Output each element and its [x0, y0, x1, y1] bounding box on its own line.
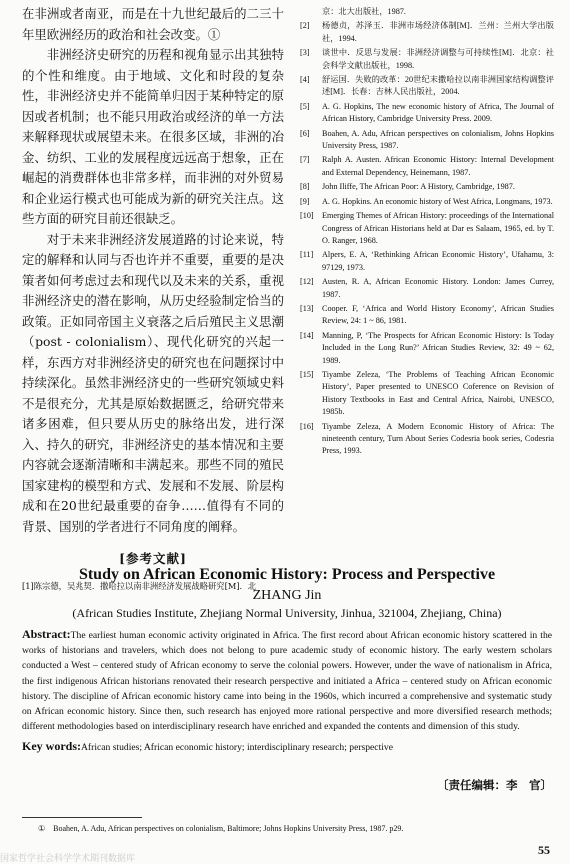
keywords-text: African studies; African economic history; interdisciplinary research; perspective [81, 742, 393, 754]
references-heading: [参考文献] [119, 551, 187, 566]
body-paragraph: 在非洲或者南亚，而是在十九世纪最后的二三十年里欧洲经历的政治和社会改变。① [22, 6, 284, 42]
english-keywords [22, 739, 552, 754]
keywords-label: Key words: [22, 739, 81, 754]
reference-item: [15] Tiyambe Zeleza, ‘The Problems of Teaching African Economic History’, Paper presented to UNESCO Coference on Revision of History Textbooks in East and Central Africa, Nairobi, UNESCO, 1985b. [300, 369, 554, 417]
reference-item: [11] Alpers, E. A, ‘Rethinking African Economic History’, Ufahamu, 3: 97129, 1973. [300, 250, 554, 272]
left-column [22, 4, 284, 592]
english-abstract-block [22, 566, 552, 754]
abstract-text: The earliest human economic activity originated in Africa. The first record about African economic history scattered in the works of historians and travelers, which does not belong to pure academic study of economic history. The early western scholars conducted a West – centered study of African economy to serve the colonial powers. However, under the wave of nationalism in Africa, the first indigenous African historians renovated their research perspective and initiated a Africa – centered study on African economic history. The discipline of African economic history came into being in the 1960s, which incurred a comprehensive and systematic study on African economic history. Since then, such research has enjoyed more rational perspective and more diversified research methods; different methodologies based on interdisciplinary research have enriched and expanded the contents and dimension of this study. [22, 630, 552, 733]
reference-item: [8] John Iliffe, The African Poor: A History, Cambridge, 1987. [300, 182, 515, 192]
english-title: Study on African Economic History: Process and Perspective [78, 566, 496, 583]
reference-item: [4] 舒运国．失败的改革：20世纪末撒哈拉以南非洲国家结构调整评述[M]．长春：吉林人民出版社，2004. [300, 75, 554, 97]
reference-item: [13] Cooper. F, ‘Africa and World History Economy’, African Studies Review, 24: 1 ~ 86, 1981. [300, 303, 554, 326]
reference-item: 京：北大出版社，1987. [322, 7, 406, 16]
reference-item: [6] Boahen, A. Adu, African perspectives on colonialism, Johns Hopkins University Press, 1987. [300, 128, 554, 151]
reference-item: [9] A. G. Hopkins. An economic history of West Africa, Longmans, 1973. [300, 196, 553, 206]
body-paragraph: 对于未来非洲经济发展道路的讨论来说，特定的解释和认同与否也许并不重要，重要的是决策者如何考虑过去和现代以及未来的关系，重视非洲经济史的潜在影响，从历史经验制定恰当的政策。正如同帝国主义衰落之后后殖民主义思潮（post - colonialism）、现代化研究的兴起一样，东西方对非洲经济史的研究也在问题探讨中持续深化。虽然非洲经济史的一些研究领域史料不是很充分，尤其是原始数据匮乏，给研究带来诸多困难，但只要从历史的脉络出发，进行深入、持久的研究，非洲经济史的基本情况和主要内容就会逐渐清晰和丰满起来。那些不同的殖民国家建构的模型和方式、发展和不发展、阶层构成和在20世纪最重要的奋争……值得有不同的背景、国别的学者进行不同角度的阐释。 [22, 231, 284, 534]
reference-item: [14] Manning, P, ‘The Prospects for African Economic History: Is Today Included in the Long Run?’ African Studies Review, 32: 49 ~ 62, 1989. [300, 330, 554, 365]
reference-item: [1]陈宗德，吴兆契．撒哈拉以南非洲经济发展战略研究[M]．北 [22, 580, 257, 591]
watermark: 国家哲学社会科学学术期刊数据库 [0, 854, 136, 864]
reference-item: [16] Tiyambe Zeleza, A Modern Economic History of Africa: The nineteenth century, Turn About Series Codesria book series, Codesria Press, 1993. [300, 421, 554, 456]
reference-item: [7] Ralph A. Austen. African Economic History: Internal Development and External Dependency, Heinemann, 1987. [300, 155, 554, 177]
reference-item: [10] Emerging Themes of African History: proceedings of the International Congress of African Historians held at Dar es Salaam, 1965, ed. by T. O. Ranger, 1968. [300, 211, 554, 245]
page-number: 55 [538, 843, 550, 857]
reference-item: [2] 杨德贞，苏泽玉．非洲市场经济体制[M]．兰州：兰州大学出版社，1994. [300, 21, 554, 43]
right-column-references [300, 6, 554, 460]
reference-item: [12] Austen, R. A, African Economic History. London: James Currey, 1987. [300, 277, 554, 299]
reference-item: [5] A. G. Hopkins, The new economic history of Africa, The Journal of African History, Cambridge University Press. 2009. [300, 101, 554, 124]
responsible-editor: 〔责任编辑：李 官〕 [437, 778, 552, 792]
english-abstract [22, 627, 552, 734]
english-author: ZHANG Jin [252, 588, 322, 603]
footnote: ① Boahen, A. Adu, African perspectives on colonialism, Baltimore; Johns Hopkins University Press, 1987. p29. [38, 824, 404, 833]
english-affiliation: (African Studies Institute, Zhejiang Normal University, Jinhua, 321004, Zhejiang, China) [72, 606, 502, 620]
reference-item: [3] 谈世中．反思与发展：非洲经济调整与可持续性[M]．北京：社会科学文献出版社，1998. [300, 48, 554, 70]
abstract-label: Abstract: [22, 627, 71, 641]
footnote-divider [22, 817, 142, 818]
body-paragraph: 非洲经济史研究的历程和视角显示出其独特的个性和维度。由于地域、文化和时段的复杂性，非洲经济史并不能简单归因于某种特定的原因或者机制；也不能只用政治或经济的单一方法来解释现状或展望未来。在很多区域，非洲的冶金、纺织、工业的发展程度远远高于想象，正在崛起的消费群体也非常多样，而非洲的对外贸易和企业运行模式也可能成为新的研究关注点。这些方面的研究目前还很缺乏。 [22, 47, 284, 226]
